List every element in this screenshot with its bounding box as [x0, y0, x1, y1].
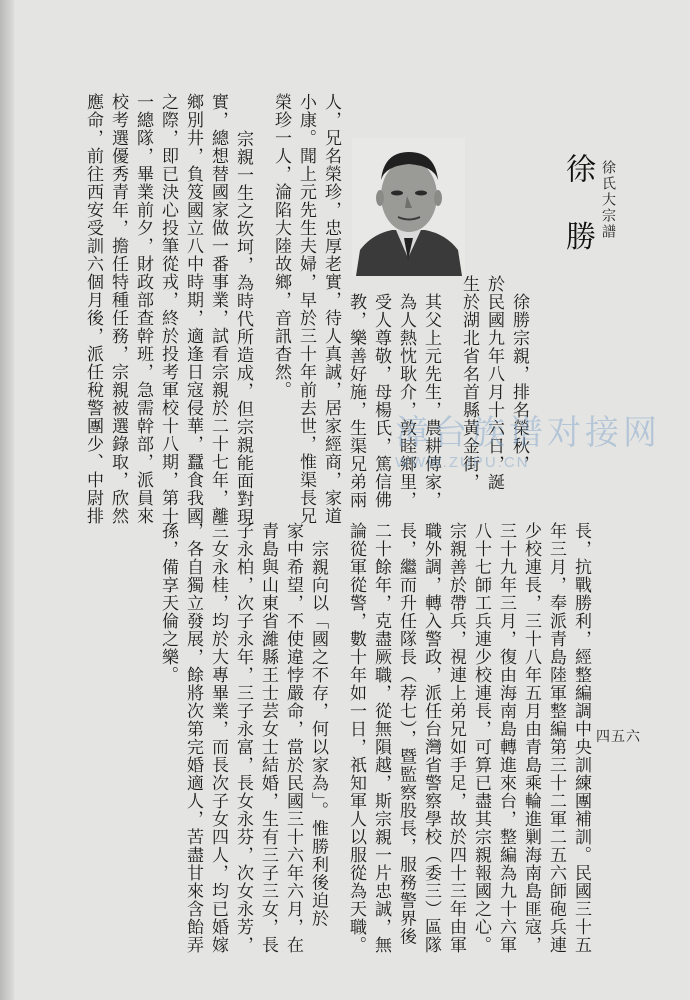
text-column: 為人熱忱耿介，敦睦鄉里，: [396, 293, 416, 509]
text-column: 其父上元先生，農耕傳家，: [421, 293, 441, 509]
text-column: 宗親善於帶兵，視連上弟兄如手足，故於四十三年由軍: [446, 522, 466, 954]
text-column: 人，兄名榮珍，忠厚老實，待人真誠，居家經商，家道: [321, 93, 341, 525]
text-column: 家中希望，不使違悖嚴命，當於民國三十六年六月，在: [283, 522, 303, 954]
text-column: 鄉別井，負笈國立八中時期，適逢日寇侵華，蠶食我國: [183, 93, 203, 525]
text-column: 榮珍一人，淪陷大陸故鄉，音訊杳然。: [271, 93, 291, 399]
watermark-url: WWW.ZUPU.CN: [395, 454, 530, 471]
text-column: 長，抗戰勝利，經整編調中央訓練團補訓。民國三十五: [571, 522, 591, 954]
page-number: 四五六: [596, 729, 641, 745]
text-column: 受人尊敬，母楊氏，篤信佛: [371, 293, 391, 509]
text-column: 八十七師工兵連少校連長，可算已盡其宗親報國之心。: [471, 522, 491, 954]
portrait-photo: [352, 138, 465, 276]
text-column: 教，樂善好施，生渠兄弟兩: [346, 293, 366, 509]
text-column: 二十餘年，克盡厥職，從無隕越，斯宗親一片忠誠，無: [371, 522, 391, 954]
text-column: 年三月，奉派青島陸軍整編第三十二軍二五六師砲兵連: [546, 522, 566, 954]
text-column: 實，總想替國家做一番事業，試看宗親於二十七年，離: [208, 93, 228, 525]
page-binding-edge: [0, 0, 14, 1000]
text-column: 小康。聞上元先生夫婦，早於三十年前去世，惟渠長兄: [296, 93, 316, 525]
watermark: [395, 405, 661, 471]
text-column: 三女永桂，均於大專畢業，而長次子女四人，均已婚嫁: [208, 522, 228, 954]
text-column: 於民國九年八月十六日，誕: [484, 275, 504, 491]
text-column: 之際，即已決心投筆從戎，終於投考軍校十八期，第十: [158, 93, 178, 525]
text-column: ，各自獨立發展，餘將次第完婚適人，苦盡甘來含飴弄: [183, 522, 203, 954]
text-column: 少校連長，三十八年五月由青島乘輪進剿海南島匪寇，: [521, 522, 541, 954]
watermark-text: 漳台族谱对接网: [395, 414, 661, 452]
book-title: 徐氏大宗譜: [600, 160, 616, 240]
text-column: 孫，備享天倫之樂。: [158, 522, 178, 684]
text-column: 子永柏，次子永年，三子永富，長女永芬，次女永芳，: [233, 522, 253, 954]
text-column: 一總隊，畢業前夕，財政部查幹班，急需幹部，派員來: [133, 93, 153, 525]
text-column: 校考選優秀青年，擔任特種任務，宗親被選錄取，欣然: [108, 93, 128, 525]
text-column: 宗親向以「國之不存，何以家為」。惟勝利後迫於: [308, 540, 328, 928]
text-column: 徐勝宗親，排名榮秋，: [509, 293, 529, 473]
text-column: 三十九年三月，復由海南島轉進來台，整編為九十六軍: [496, 522, 516, 954]
text-column: 生於湖北省名首縣黃金街，: [459, 275, 479, 491]
text-column: 長，繼而升任隊長（荐七），暨監察股長，服務警界後: [396, 522, 416, 946]
text-column: 宗親一生之坎坷，為時代所造成，但宗親能面對現: [233, 130, 253, 526]
text-column: 青島與山東省濰縣王士芸女士結婚，生有三子三女，長: [258, 522, 278, 954]
text-column: 應命，前往西安受訓六個月後，派任稅警團少、中尉排: [83, 93, 103, 525]
text-column: 職外調，轉入警政，派任台灣省警察學校（委三）區隊: [421, 522, 441, 954]
person-name: 徐 勝: [560, 153, 595, 265]
text-column: 論從軍從警，數十年如一日，祇知軍人以服從為天職。: [346, 522, 366, 954]
